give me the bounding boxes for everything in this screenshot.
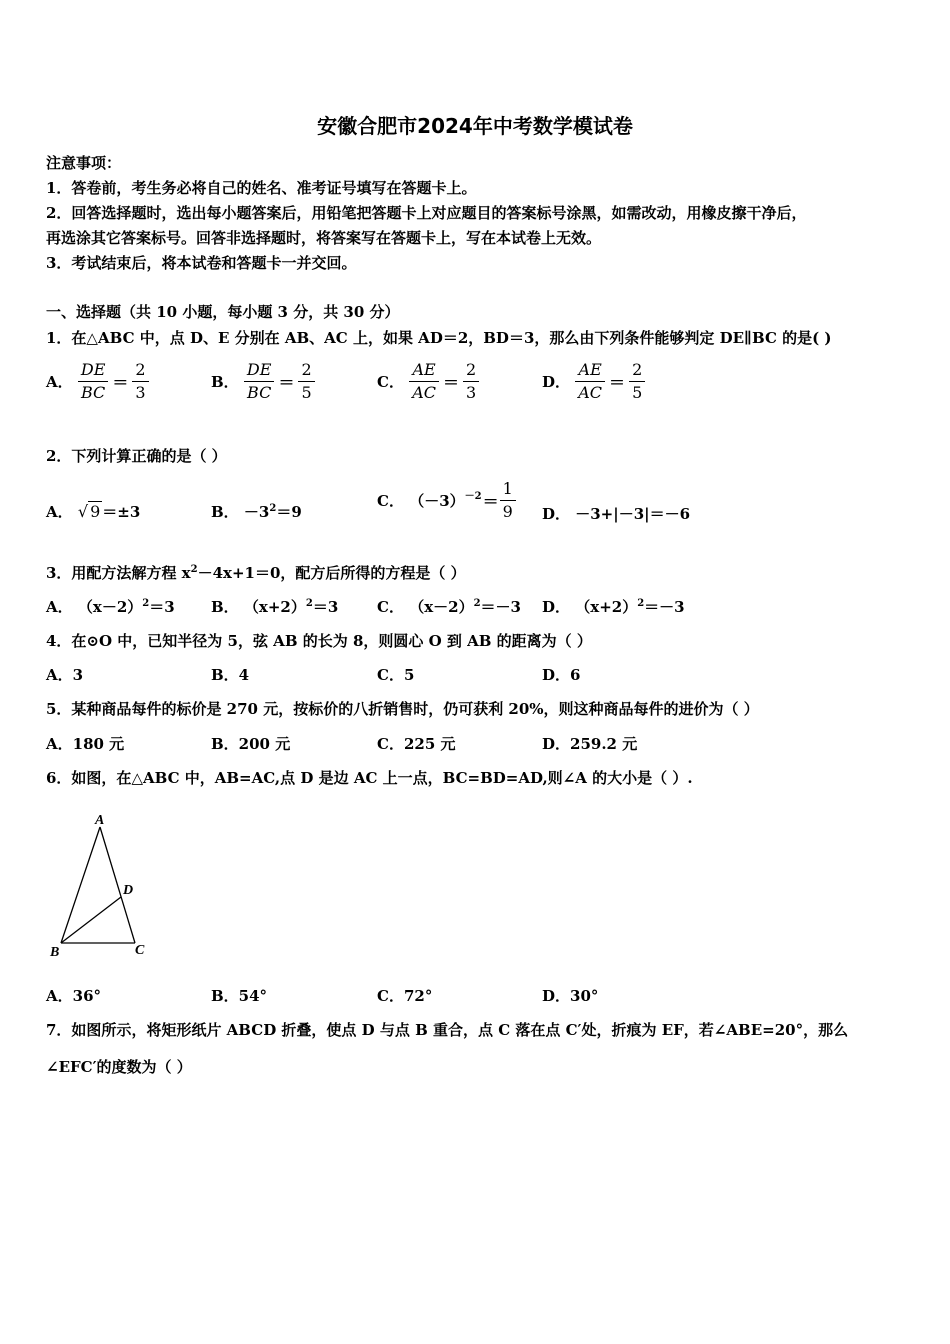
vertex-d-label: D xyxy=(123,883,134,898)
q3-option-b-label: B． xyxy=(211,598,239,616)
q1-c-eq: ＝ xyxy=(442,373,459,392)
notice-item-3: 3．考试结束后，将本试卷和答题卡一并交回。 xyxy=(46,254,357,272)
q7-stem-line2: ∠EFC′的度数为（ ） xyxy=(46,1058,192,1076)
vertex-c-label: C xyxy=(135,943,145,958)
q3-b-sup: 2 xyxy=(305,598,313,609)
q2-b-pre: －3 xyxy=(243,503,270,521)
edge-bd xyxy=(61,897,121,943)
q2-option-a[interactable] xyxy=(46,501,140,522)
q1-a-rden: 3 xyxy=(135,383,146,402)
q1-b-rnum: 2 xyxy=(298,359,314,382)
q1-a-den: BC xyxy=(80,383,106,402)
vertex-a-label: A xyxy=(95,813,105,828)
q4-option-b[interactable]: B．4 xyxy=(211,666,250,684)
q5-option-a[interactable]: A．180 元 xyxy=(46,735,125,753)
q2-option-d-label: D． xyxy=(542,505,571,523)
q1-option-b-label: B． xyxy=(211,373,239,391)
q2-c-sup: －2 xyxy=(464,491,482,502)
q3-c-pre: （x－2） xyxy=(409,598,474,616)
q3-b-post: ＝3 xyxy=(312,598,339,616)
q4-option-a[interactable]: A．3 xyxy=(46,666,84,684)
q5-option-c[interactable]: C．225 元 xyxy=(377,735,456,753)
q1-option-a[interactable] xyxy=(46,359,149,404)
q6-option-b[interactable]: B．54° xyxy=(211,987,268,1005)
q1-b-den: BC xyxy=(247,383,272,402)
q2-a-radicand: 9 xyxy=(90,502,101,521)
q2-option-c[interactable] xyxy=(377,478,516,523)
edge-ab xyxy=(61,827,100,943)
notice-item-2: 2．回答选择题时，选出每小题答案后，用铅笔把答题卡上对应题目的答案标号涂黑，如需改动，用橡皮擦干净后， xyxy=(46,204,807,222)
q3-a-post: ＝3 xyxy=(149,598,175,616)
q2-option-b-label: B． xyxy=(211,503,239,521)
q1-b-eq: ＝ xyxy=(278,373,295,392)
q3-a-sup: 2 xyxy=(142,598,150,609)
q3-stem-pre: 3．用配方法解方程 x xyxy=(46,564,191,582)
q2-option-a-label: A． xyxy=(46,503,73,521)
q1-c-num: AE xyxy=(409,359,439,382)
q4-option-c[interactable]: C．5 xyxy=(377,666,415,684)
q5-option-b[interactable]: B．200 元 xyxy=(211,735,291,753)
q1-option-c-label: C． xyxy=(377,373,404,391)
q3-option-a-label: A． xyxy=(46,598,73,616)
q2-a-rest: ＝±3 xyxy=(102,503,141,521)
sqrt-symbol-icon: √ 9 xyxy=(77,502,101,521)
q7-stem-line1: 7．如图所示，将矩形纸片 ABCD 折叠，使点 D 与点 B 重合，点 C 落在点 C′处，折痕为 EF，若∠ABE=20°，那么 xyxy=(46,1021,849,1039)
q4-stem: 4．在⊙O 中，已知半径为 5，弦 AB 的长为 8，则圆心 O 到 AB 的距离为（ ） xyxy=(46,632,592,650)
q3-option-d-label: D． xyxy=(542,598,571,616)
section-heading: 一、选择题（共 10 小题，每小题 3 分，共 30 分） xyxy=(46,303,400,321)
q1-c-den: AC xyxy=(412,383,436,402)
q3-stem-sup: 2 xyxy=(190,564,198,575)
q3-d-sup: 2 xyxy=(637,598,645,609)
q1-option-a-label: A． xyxy=(46,373,73,391)
q3-option-d[interactable] xyxy=(542,596,685,617)
page-title: 安徽合肥市2024年中考数学模试卷 xyxy=(317,114,633,138)
q3-c-sup: 2 xyxy=(473,598,481,609)
q6-stem: 6．如图，在△ABC 中，AB=AC,点 D 是边 AC 上一点，BC=BD=AD,则∠A 的大小是（ ）. xyxy=(46,769,693,787)
q1-option-d[interactable] xyxy=(542,359,645,404)
q3-option-c-label: C． xyxy=(377,598,404,616)
q3-c-post: ＝－3 xyxy=(480,598,521,616)
q2-c-eq: ＝ xyxy=(482,492,499,511)
q1-c-rnum: 2 xyxy=(463,359,479,382)
q2-c-num: 1 xyxy=(500,478,516,501)
q1-d-num: AE xyxy=(575,359,605,382)
q2-c-den: 9 xyxy=(502,502,513,521)
q1-option-d-label: D． xyxy=(542,373,571,391)
q1-b-rden: 5 xyxy=(301,383,312,402)
q1-b-num: DE xyxy=(244,359,275,382)
q3-d-post: ＝－3 xyxy=(644,598,685,616)
q3-option-c[interactable] xyxy=(377,596,521,617)
q5-stem: 5．某种商品每件的标价是 270 元，按标价的八折销售时，仍可获利 20%，则这种商品每件的进价为（ ） xyxy=(46,700,759,718)
q2-d-text: －3+|－3|＝－6 xyxy=(575,505,691,523)
q6-option-a[interactable]: A．36° xyxy=(46,987,102,1005)
q6-option-d[interactable]: D．30° xyxy=(542,987,599,1005)
q1-d-den: AC xyxy=(578,383,603,402)
q6-option-c[interactable]: C．72° xyxy=(377,987,433,1005)
q3-stem xyxy=(46,562,466,583)
q3-a-pre: （x－2） xyxy=(77,598,143,616)
q3-b-pre: （x+2） xyxy=(243,598,306,616)
q1-a-rnum: 2 xyxy=(132,359,148,382)
q2-option-c-label: C． xyxy=(377,492,404,510)
notice-item-1: 1．答卷前，考生务必将自己的姓名、准考证号填写在答题卡上。 xyxy=(46,179,477,197)
q2-b-post: ＝9 xyxy=(276,503,302,521)
q1-d-rden: 5 xyxy=(632,383,643,402)
q1-a-num: DE xyxy=(78,359,109,382)
q4-option-d[interactable]: D．6 xyxy=(542,666,581,684)
q3-d-pre: （x+2） xyxy=(575,598,638,616)
q2-c-pre: （－3） xyxy=(409,492,465,510)
q1-d-eq: ＝ xyxy=(609,373,626,392)
q3-option-a[interactable] xyxy=(46,596,175,617)
q2-option-d[interactable] xyxy=(542,503,690,524)
q3-stem-post: －4x+1＝0，配方后所得的方程是（ ） xyxy=(197,564,466,582)
q3-option-b[interactable] xyxy=(211,596,338,617)
q5-option-d[interactable]: D．259.2 元 xyxy=(542,735,638,753)
vertex-b-label: B xyxy=(50,945,60,960)
q1-option-b[interactable] xyxy=(211,359,315,404)
q2-b-sup: 2 xyxy=(269,503,277,514)
q2-stem: 2．下列计算正确的是（ ） xyxy=(46,447,227,465)
q1-option-c[interactable] xyxy=(377,359,479,404)
q1-a-eq: ＝ xyxy=(112,373,129,392)
q2-option-b[interactable] xyxy=(211,501,302,522)
q1-stem: 1．在△ABC 中，点 D、E 分别在 AB、AC 上，如果 AD＝2，BD＝3，那么由下列条件能够判定 DE∥BC 的是( ) xyxy=(46,329,832,347)
q1-d-rnum: 2 xyxy=(629,359,645,382)
notice-heading: 注意事项： xyxy=(46,154,122,172)
notice-item-2-cont: 再选涂其它答案标号。回答非选择题时，将答案写在答题卡上，写在本试卷上无效。 xyxy=(46,229,602,247)
q1-c-rden: 3 xyxy=(466,383,477,402)
triangle-figure xyxy=(40,805,170,965)
